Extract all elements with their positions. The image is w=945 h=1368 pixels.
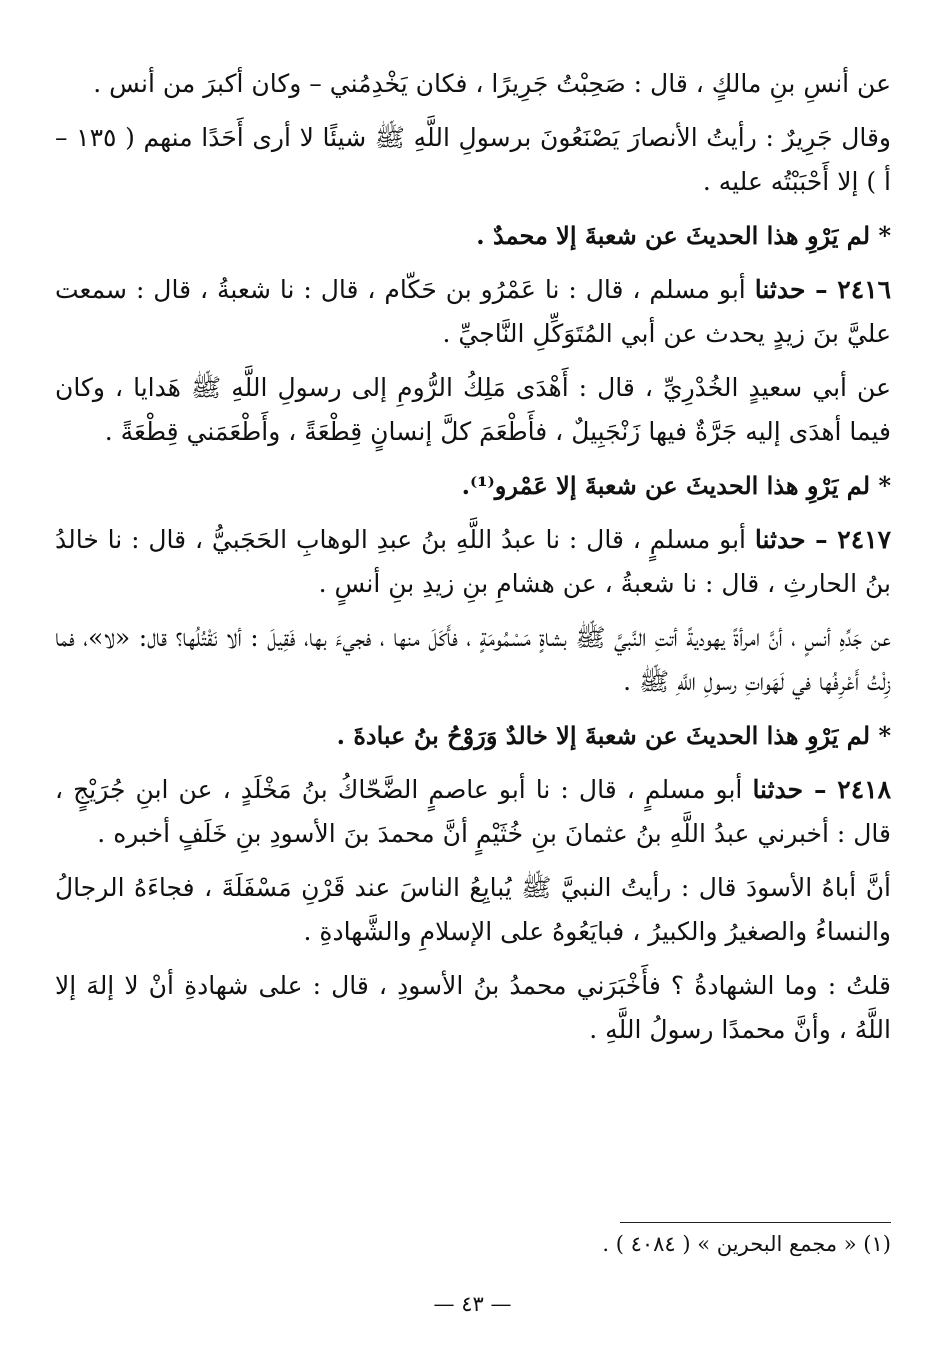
paragraph-2: وقال جَرِيرٌ : رأيتُ الأنصارَ يَصْنَعُونَ برسولِ اللَّهِ ﷺ شيئًا لا أرى أَحَدًا منهم ( ١٣٥ – أ ) إلا أَحْبَبْتُه عليه . [55, 123, 891, 196]
hadith-text: أبو مسلم ، قال : نا عَمْرُو بن حَكّام ، قال : نا شعبةُ ، قال : سمعت عليَّ بنَ زيدٍ يحدث عن أبي المُتَوَكِّلِ النَّاجيِّ . [55, 275, 891, 348]
paragraph-4: عن أبي سعيدٍ الخُدْرِيِّ ، قال : أَهْدَى مَلِكُ الرُّومِ إلى رسولِ اللَّهِ ﷺ هَدايا ، وكان فيما أهدَى إليه جَرَّةٌ فيها زَنْجَبِيلٌ ، فأَطْعَمَ كلَّ إنسانٍ قِطْعَةً ، وأَطْعَمَني قِطْعَةً . [55, 373, 891, 446]
note-3: * لم يَرْوِ هذا الحديثَ عن شعبةَ إلا خالدٌ وَرَوْحُ بنُ عبادةَ . [336, 721, 891, 750]
hadith-2417 [55, 518, 891, 606]
page-number: — ٤٣ — [433, 1292, 512, 1316]
paragraph-9: قلتُ : وما الشهادةُ ؟ فأَخْبَرَني محمدُ بنُ الأسودِ ، قال : على شهادةِ أنْ لا إلهَ إلا اللَّهُ ، وأنَّ محمدًا رسولُ اللَّهِ . [55, 971, 891, 1044]
footnote-divider [620, 1222, 891, 1223]
footnote: (١) « مجمع البحرين » ( ٤٠٨٤ ) . [602, 1232, 891, 1256]
hadith-number: ٢٤١٦ – حدثنا [754, 275, 892, 304]
page-body [55, 62, 891, 1062]
paragraph-6: عن جَدِّهِ أنسٍ ، أنَّ امرأةً يهوديةً أتتِ النَّبيَّ ﷺ بشاةٍ مَسْمُومَةٍ ، فأَكَلَ منها ، فجيءَ بها، فَقِيلَ : ألا نَقْتُلُها؟ قال: «لا»، فما زِلْتُ أَعْرِفُها في لَهَواتِ رسولِ اللَّهِ ﷺ . [55, 623, 891, 696]
note-2: * لم يَرْوِ هذا الحديثَ عن شعبةَ إلا عَمْرو⁽¹⁾. [461, 471, 891, 500]
hadith-2418 [55, 768, 891, 856]
hadith-text: أبو مسلمٍ ، قال : نا عبدُ اللَّهِ بنُ عبدِ الوهابِ الحَجَبيُّ ، قال : نا خالدُ بنُ الحارثِ ، قال : نا شعبةُ ، عن هشامِ بنِ زيدِ بنِ أنسٍ . [55, 525, 891, 598]
hadith-number: ٢٤١٧ – حدثنا [754, 525, 891, 554]
hadith-text: أبو مسلمٍ ، قال : نا أبو عاصمٍ الضَّحّاكُ بنُ مَخْلَدٍ ، عن ابنِ جُرَيْجٍ ، قال : أخبرني عبدُ اللَّهِ بنُ عثمانَ بنِ خُثَيْمٍ أنَّ محمدَ بنَ الأسودِ بنِ خَلَفٍ أخبره . [55, 775, 891, 848]
hadith-number: ٢٤١٨ – حدثنا [752, 775, 892, 804]
hadith-2416 [55, 268, 891, 356]
note-1: * لم يَرْوِ هذا الحديثَ عن شعبةَ إلا محمدٌ . [476, 221, 891, 250]
paragraph-1: عن أنسِ بنِ مالكٍ ، قال : صَحِبْتُ جَرِيرًا ، فكان يَخْدِمُني – وكان أكبرَ من أنس . [93, 69, 891, 98]
paragraph-8: أنَّ أباهُ الأسودَ قال : رأيتُ النبيَّ ﷺ يُبايِعُ الناسَ عند قَرْنِ مَسْفَلَةَ ، فجاءَهُ الرجالُ والنساءُ والصغيرُ والكبيرُ ، فبايَعُوهُ على الإسلامِ والشَّهادةِ . [55, 873, 891, 946]
